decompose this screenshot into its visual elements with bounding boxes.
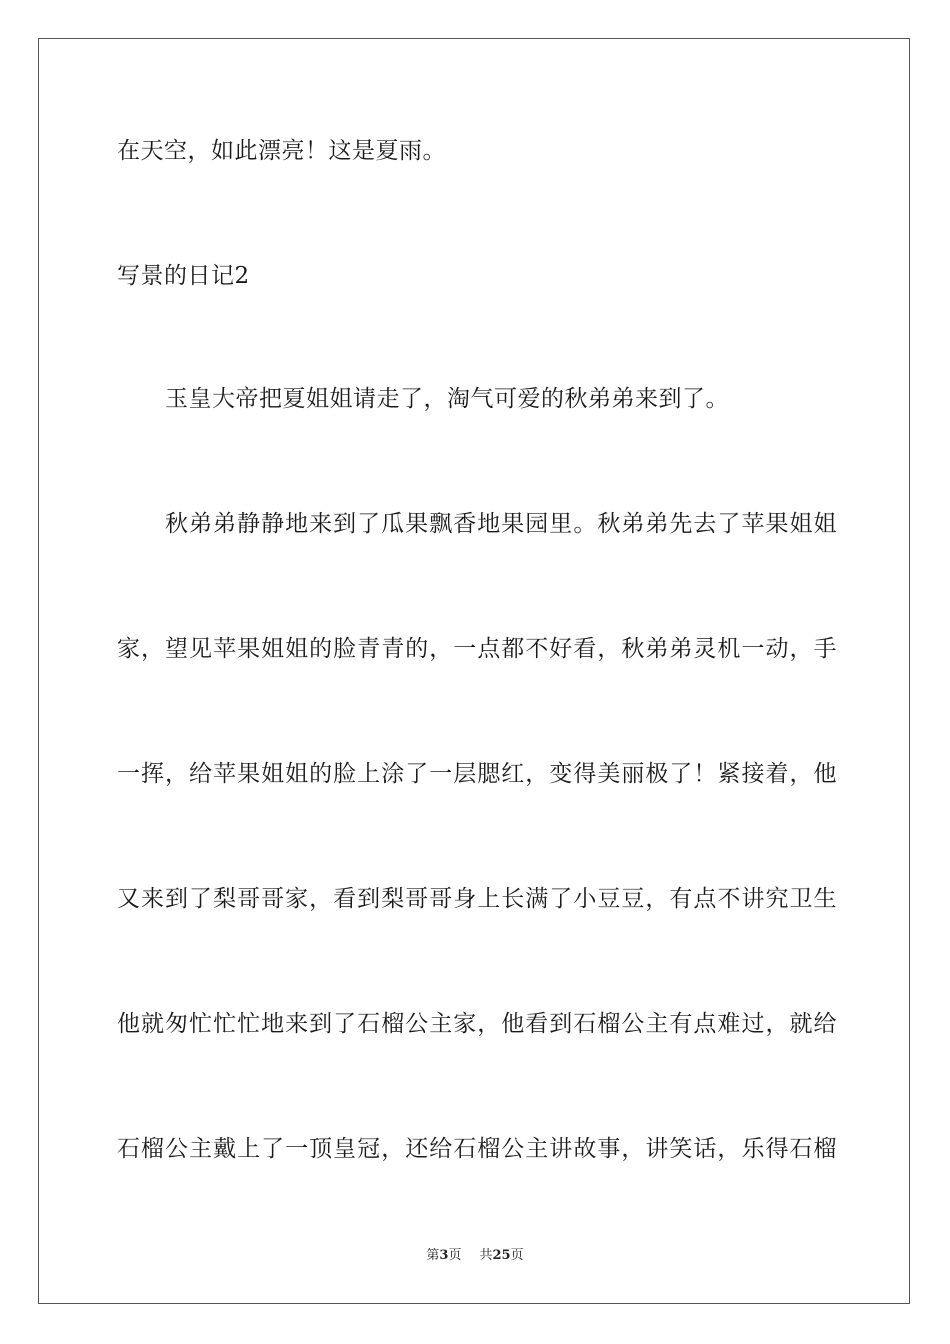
- paragraph-line-7: 又来到了梨哥哥家，看到梨哥哥身上长满了小豆豆，有点不讲究卫生: [117, 886, 837, 912]
- page-number: 3: [439, 1248, 449, 1263]
- total-prefix: 共: [479, 1248, 493, 1263]
- paragraph-line-9: 石榴公主戴上了一顶皇冠，还给石榴公主讲故事，讲笑话，乐得石榴: [117, 1136, 837, 1162]
- total-suffix: 页: [510, 1248, 524, 1263]
- total-pages: 25: [492, 1248, 511, 1263]
- paragraph-line-5: 家，望见苹果姐姐的脸青青的，一点都不好看，秋弟弟灵机一动，手: [117, 636, 837, 662]
- paragraph-line-4: 秋弟弟静静地来到了瓜果飘香地果园里。秋弟弟先去了苹果姐姐: [165, 511, 837, 537]
- section-heading: 写景的日记2: [117, 263, 250, 289]
- page-border: [38, 38, 910, 1304]
- paragraph-line-3: 玉皇大帝把夏姐姐请走了，淘气可爱的秋弟弟来到了。: [165, 386, 729, 412]
- paragraph-line-6: 一挥，给苹果姐姐的脸上涂了一层腮红，变得美丽极了！紧接着，他: [117, 761, 837, 787]
- page-suffix: 页: [448, 1248, 462, 1263]
- paragraph-line-1: 在天空，如此漂亮！这是夏雨。: [117, 138, 446, 164]
- page-prefix: 第: [426, 1248, 440, 1263]
- page-footer: [0, 1247, 950, 1265]
- paragraph-line-8: 他就匆忙忙忙地来到了石榴公主家，他看到石榴公主有点难过，就给: [117, 1011, 837, 1037]
